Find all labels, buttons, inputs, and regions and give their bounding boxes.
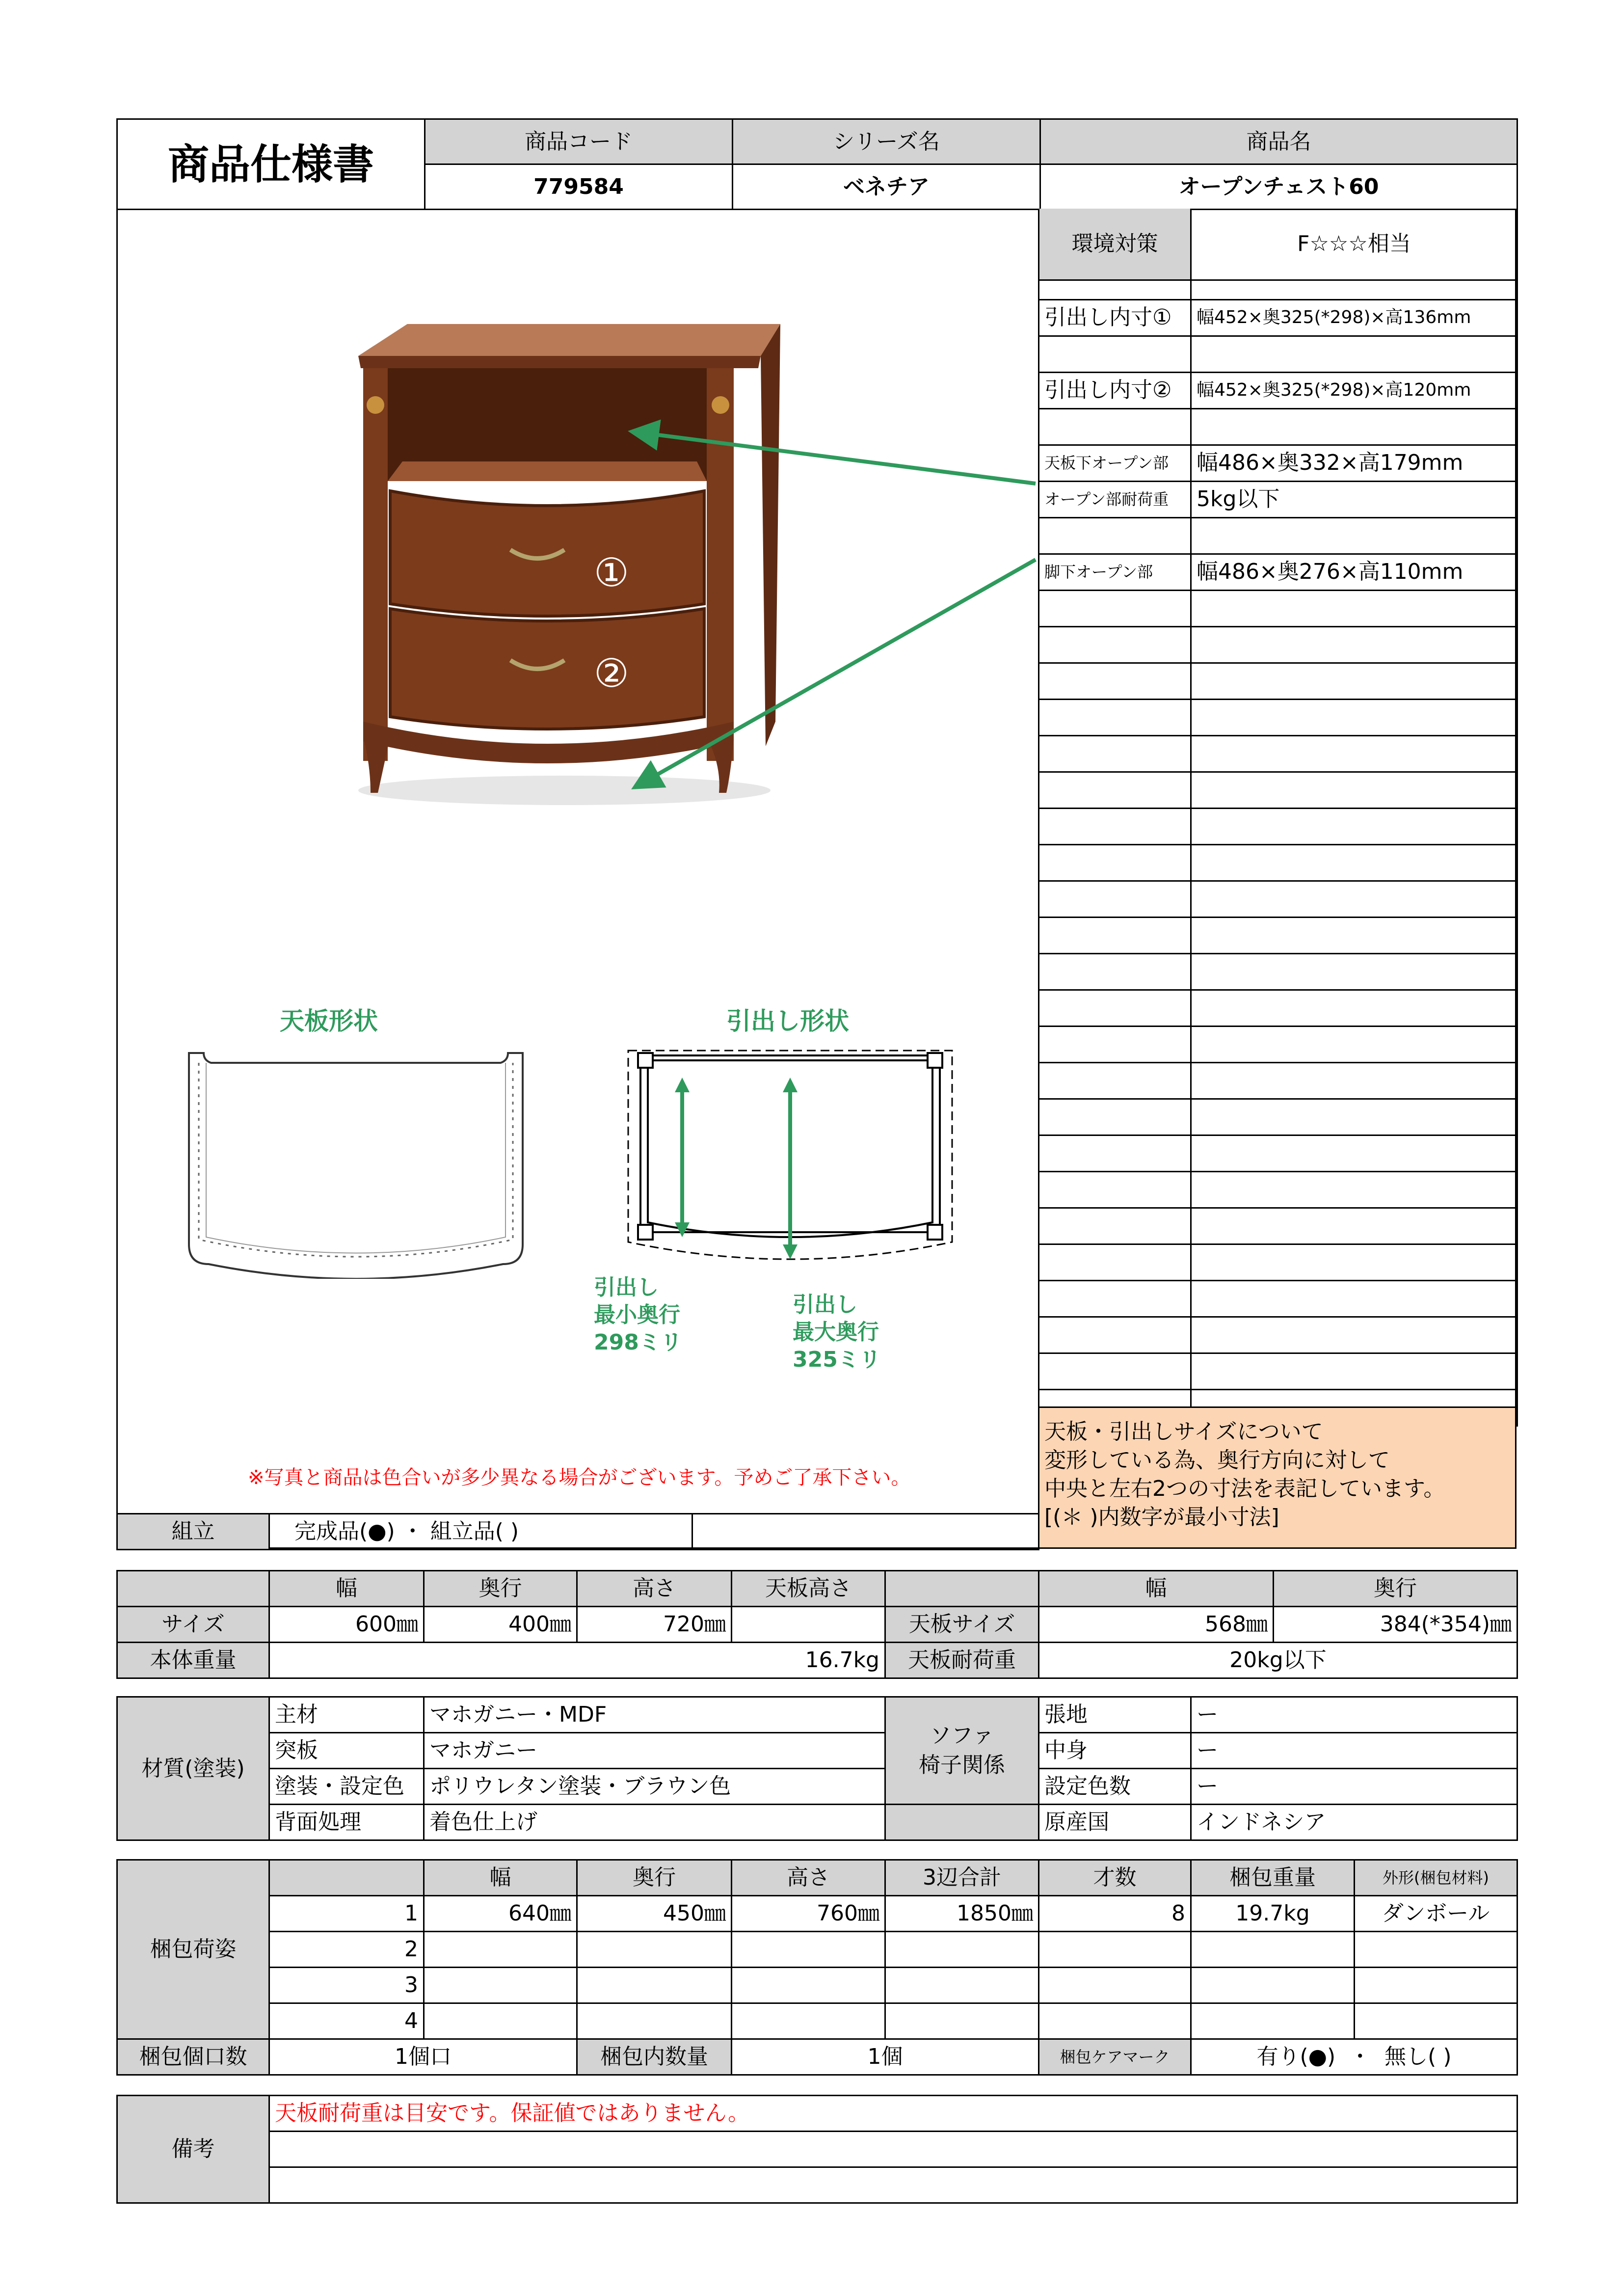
size-header-top-height: 天板高さ (732, 1571, 885, 1607)
drawer-shape-drawing (618, 1046, 962, 1271)
material-finish-value: ポリウレタン塗装・ブラウン色 (424, 1769, 885, 1805)
remarks-line-2 (269, 2132, 1517, 2167)
sofa-fabric-value: ー (1191, 1697, 1517, 1733)
size-height: 720㎜ (577, 1607, 732, 1643)
size-width: 600㎜ (269, 1607, 424, 1643)
spec-table (1038, 209, 1518, 1427)
material-veneer-label: 突板 (269, 1733, 424, 1769)
drawer-shape-title: 引出し形状 (726, 1007, 849, 1035)
size-header-depth: 奥行 (424, 1571, 577, 1607)
size-note-box: 天板・引出しサイズについて 変形している為、奥行方向に対して 中央と左右2つの寸法を表記しています。 [(＊ )内数字が最小寸法] (1038, 1406, 1517, 1549)
top-header-width: 幅 (1039, 1571, 1274, 1607)
material-table (116, 1696, 1518, 1841)
weight-value: 16.7kg (269, 1643, 885, 1678)
remarks-label: 備考 (117, 2096, 269, 2203)
sofa-label: ソファ 椅子関係 (885, 1697, 1039, 1805)
sofa-colors-value: ー (1191, 1769, 1517, 1805)
origin-label: 原産国 (1039, 1805, 1191, 1840)
spec-label-open-top: 天板下オープン部 (1039, 445, 1191, 481)
drawer-mark-1: ① (594, 550, 629, 595)
weight-label: 本体重量 (117, 1643, 269, 1678)
spec-value-drawer2: 幅452×奥325(*298)×高120mm (1191, 372, 1517, 408)
top-shape-drawing (184, 1048, 528, 1279)
top-load-label: 天板耐荷重 (885, 1643, 1039, 1678)
remarks-line-3 (269, 2167, 1517, 2203)
size-label: サイズ (117, 1607, 269, 1643)
remarks-line-1: 天板耐荷重は目安です。保証値ではありません。 (269, 2096, 1517, 2132)
sofa-filling-value: ー (1191, 1733, 1517, 1769)
eco-value: F☆☆☆相当 (1191, 209, 1517, 280)
packing-header-sum: 3辺合計 (885, 1860, 1039, 1896)
packing-row: 2 (117, 1932, 1517, 1968)
top-size-label: 天板サイズ (885, 1607, 1039, 1643)
spec-value-open-load: 5kg以下 (1191, 481, 1517, 517)
name-value: オープンチェスト60 (1040, 164, 1517, 210)
eco-label: 環境対策 (1039, 209, 1191, 280)
origin-value: インドネシア (1191, 1805, 1517, 1840)
packing-header-height: 高さ (732, 1860, 885, 1896)
packing-count-label: 梱包個口数 (117, 2039, 269, 2075)
packing-table (116, 1859, 1518, 2076)
top-load-value: 20kg以下 (1039, 1643, 1517, 1678)
size-depth: 400㎜ (424, 1607, 577, 1643)
spec-value-drawer1: 幅452×奥325(*298)×高136mm (1191, 299, 1517, 336)
spec-label-drawer1: 引出し内寸① (1039, 299, 1191, 336)
top-header-depth: 奥行 (1274, 1571, 1517, 1607)
packing-header-weight: 梱包重量 (1191, 1860, 1355, 1896)
sofa-fabric-label: 張地 (1039, 1697, 1191, 1733)
packing-header-material: 外形(梱包材料) (1355, 1860, 1517, 1896)
sofa-colors-label: 設定色数 (1039, 1769, 1191, 1805)
spec-value-leg-open: 幅486×奥276×高110mm (1191, 554, 1517, 590)
packing-row: 3 (117, 1968, 1517, 2003)
drawer-mark-2: ② (594, 650, 629, 696)
material-veneer-value: マホガニー (424, 1733, 885, 1769)
care-mark-label: 梱包ケアマーク (1039, 2039, 1191, 2075)
packing-header-sai: 才数 (1039, 1860, 1191, 1896)
assembly-value: 完成品(●) ・ 組立品( ) (269, 1514, 692, 1550)
top-size-depth: 384(*354)㎜ (1274, 1607, 1517, 1643)
material-label: 材質(塗装) (117, 1697, 269, 1840)
packing-header-width: 幅 (424, 1860, 577, 1896)
remarks-table (116, 2095, 1518, 2204)
name-label: 商品名 (1040, 119, 1517, 164)
series-label: シリーズ名 (733, 119, 1040, 164)
assembly-table (116, 1513, 1039, 1550)
assembly-label: 組立 (117, 1514, 269, 1550)
top-size-width: 568㎜ (1039, 1607, 1274, 1643)
code-value: 779584 (425, 164, 733, 210)
packing-label: 梱包荷姿 (117, 1860, 269, 2039)
spec-label-open-load: オープン部耐荷重 (1039, 481, 1191, 517)
care-mark-value: 有り(●) ・ 無し( ) (1191, 2039, 1517, 2075)
packing-count-value: 1個口 (269, 2039, 577, 2075)
min-depth-label: 引出し 最小奥行 298ミリ (594, 1275, 682, 1355)
packing-row: 4 (117, 2003, 1517, 2039)
material-finish-label: 塗装・設定色 (269, 1769, 424, 1805)
code-label: 商品コード (425, 119, 733, 164)
material-back-label: 背面処理 (269, 1805, 424, 1840)
packing-header-depth: 奥行 (577, 1860, 732, 1896)
material-main-value: マホガニー・MDF (424, 1697, 885, 1733)
color-note: ※写真と商品は色合いが多少異なる場合がございます。予めご了承下さい。 (248, 1466, 911, 1489)
material-back-value: 着色仕上げ (424, 1805, 885, 1840)
sofa-filling-label: 中身 (1039, 1733, 1191, 1769)
material-main-label: 主材 (269, 1697, 424, 1733)
size-table (116, 1570, 1518, 1679)
size-header-width: 幅 (269, 1571, 424, 1607)
spec-label-leg-open: 脚下オープン部 (1039, 554, 1191, 590)
top-shape-title: 天板形状 (280, 1007, 378, 1035)
spec-value-open-top: 幅486×奥332×高179mm (1191, 445, 1517, 481)
packing-row: 1 640㎜ 450㎜ 760㎜ 1850㎜ 8 19.7kg ダンボール (117, 1896, 1517, 1932)
size-top-height (732, 1607, 885, 1643)
max-depth-label: 引出し 最大奥行 325ミリ (793, 1292, 881, 1372)
spec-label-drawer2: 引出し内寸② (1039, 372, 1191, 408)
packing-inner-label: 梱包内数量 (577, 2039, 732, 2075)
doc-title: 商品仕様書 (117, 119, 425, 210)
size-header-height: 高さ (577, 1571, 732, 1607)
series-value: ベネチア (733, 164, 1040, 210)
packing-inner-value: 1個 (732, 2039, 1039, 2075)
